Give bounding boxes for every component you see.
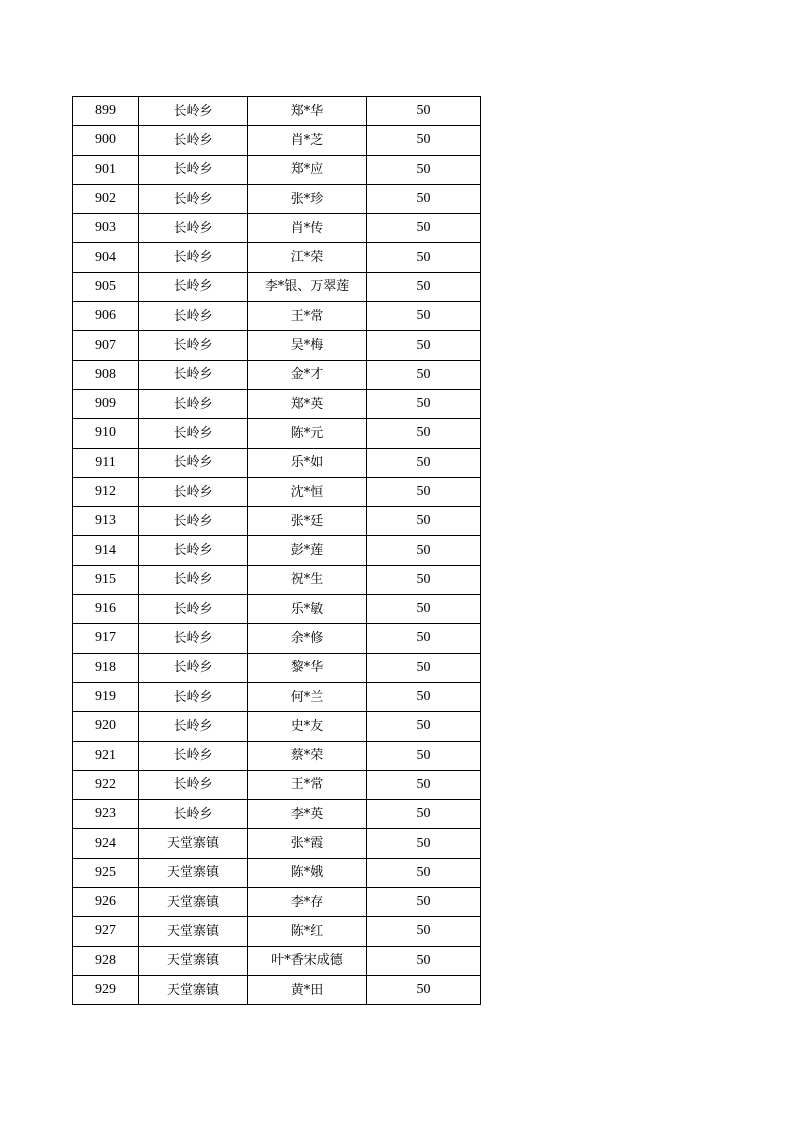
recipient-name-cell: 祝*生: [248, 565, 367, 594]
amount-cell: 50: [367, 858, 481, 887]
recipient-name-cell: 张*霞: [248, 829, 367, 858]
amount-cell: 50: [367, 243, 481, 272]
row-number-cell: 912: [73, 477, 139, 506]
table-row: [73, 389, 481, 418]
row-number-cell: 914: [73, 536, 139, 565]
row-number-cell: 909: [73, 389, 139, 418]
township-cell: 长岭乡: [139, 565, 248, 594]
table-row: [73, 712, 481, 741]
table-row: [73, 360, 481, 389]
row-number-cell: 899: [73, 97, 139, 126]
table-body: [73, 97, 481, 1005]
township-cell: 长岭乡: [139, 653, 248, 682]
table-row: [73, 624, 481, 653]
amount-cell: 50: [367, 917, 481, 946]
township-cell: 长岭乡: [139, 712, 248, 741]
amount-cell: 50: [367, 97, 481, 126]
row-number-cell: 901: [73, 155, 139, 184]
row-number-cell: 925: [73, 858, 139, 887]
amount-cell: 50: [367, 272, 481, 301]
amount-cell: 50: [367, 536, 481, 565]
recipient-name-cell: 何*兰: [248, 682, 367, 711]
table-row: [73, 595, 481, 624]
row-number-cell: 903: [73, 214, 139, 243]
recipient-name-cell: 肖*传: [248, 214, 367, 243]
recipient-name-cell: 张*珍: [248, 184, 367, 213]
table-row: [73, 682, 481, 711]
recipient-name-cell: 沈*恒: [248, 477, 367, 506]
table-row: [73, 653, 481, 682]
township-cell: 长岭乡: [139, 595, 248, 624]
amount-cell: 50: [367, 565, 481, 594]
township-cell: 长岭乡: [139, 741, 248, 770]
township-cell: 长岭乡: [139, 682, 248, 711]
recipient-name-cell: 郑*华: [248, 97, 367, 126]
table-row: [73, 858, 481, 887]
recipient-name-cell: 黄*田: [248, 975, 367, 1004]
recipient-name-cell: 吴*梅: [248, 331, 367, 360]
amount-cell: 50: [367, 184, 481, 213]
table-row: [73, 800, 481, 829]
row-number-cell: 920: [73, 712, 139, 741]
row-number-cell: 906: [73, 302, 139, 331]
table-row: [73, 448, 481, 477]
row-number-cell: 905: [73, 272, 139, 301]
row-number-cell: 900: [73, 126, 139, 155]
table-row: [73, 184, 481, 213]
row-number-cell: 929: [73, 975, 139, 1004]
table-row: [73, 155, 481, 184]
row-number-cell: 926: [73, 888, 139, 917]
table-row: [73, 272, 481, 301]
recipient-name-cell: 王*常: [248, 770, 367, 799]
row-number-cell: 916: [73, 595, 139, 624]
amount-cell: 50: [367, 126, 481, 155]
recipient-name-cell: 叶*香宋成德: [248, 946, 367, 975]
amount-cell: 50: [367, 800, 481, 829]
amount-cell: 50: [367, 741, 481, 770]
amount-cell: 50: [367, 214, 481, 243]
township-cell: 长岭乡: [139, 155, 248, 184]
recipient-name-cell: 李*银、万翠莲: [248, 272, 367, 301]
township-cell: 长岭乡: [139, 214, 248, 243]
township-cell: 长岭乡: [139, 97, 248, 126]
township-cell: 天堂寨镇: [139, 829, 248, 858]
row-number-cell: 923: [73, 800, 139, 829]
recipient-name-cell: 蔡*荣: [248, 741, 367, 770]
row-number-cell: 908: [73, 360, 139, 389]
recipient-name-cell: 陈*娥: [248, 858, 367, 887]
table-row: [73, 917, 481, 946]
recipient-name-cell: 陈*红: [248, 917, 367, 946]
amount-cell: 50: [367, 595, 481, 624]
township-cell: 长岭乡: [139, 272, 248, 301]
amount-cell: 50: [367, 360, 481, 389]
table-row: [73, 507, 481, 536]
row-number-cell: 907: [73, 331, 139, 360]
table-row: [73, 477, 481, 506]
recipient-name-cell: 郑*应: [248, 155, 367, 184]
table-row: [73, 243, 481, 272]
data-table: [72, 96, 481, 1005]
row-number-cell: 927: [73, 917, 139, 946]
amount-cell: 50: [367, 624, 481, 653]
row-number-cell: 904: [73, 243, 139, 272]
recipient-name-cell: 金*才: [248, 360, 367, 389]
table-row: [73, 946, 481, 975]
row-number-cell: 922: [73, 770, 139, 799]
row-number-cell: 915: [73, 565, 139, 594]
row-number-cell: 928: [73, 946, 139, 975]
table-row: [73, 126, 481, 155]
amount-cell: 50: [367, 419, 481, 448]
township-cell: 长岭乡: [139, 419, 248, 448]
amount-cell: 50: [367, 507, 481, 536]
recipient-name-cell: 陈*元: [248, 419, 367, 448]
table-row: [73, 741, 481, 770]
township-cell: 长岭乡: [139, 243, 248, 272]
township-cell: 长岭乡: [139, 184, 248, 213]
township-cell: 长岭乡: [139, 624, 248, 653]
amount-cell: 50: [367, 682, 481, 711]
recipient-name-cell: 史*友: [248, 712, 367, 741]
township-cell: 长岭乡: [139, 770, 248, 799]
table-row: [73, 565, 481, 594]
amount-cell: 50: [367, 155, 481, 184]
township-cell: 天堂寨镇: [139, 946, 248, 975]
row-number-cell: 918: [73, 653, 139, 682]
recipient-name-cell: 李*英: [248, 800, 367, 829]
row-number-cell: 910: [73, 419, 139, 448]
township-cell: 长岭乡: [139, 360, 248, 389]
row-number-cell: 917: [73, 624, 139, 653]
township-cell: 长岭乡: [139, 477, 248, 506]
table-row: [73, 302, 481, 331]
table-row: [73, 97, 481, 126]
amount-cell: 50: [367, 653, 481, 682]
township-cell: 长岭乡: [139, 302, 248, 331]
township-cell: 天堂寨镇: [139, 888, 248, 917]
table-row: [73, 888, 481, 917]
township-cell: 天堂寨镇: [139, 858, 248, 887]
amount-cell: 50: [367, 946, 481, 975]
amount-cell: 50: [367, 302, 481, 331]
table-row: [73, 829, 481, 858]
township-cell: 长岭乡: [139, 507, 248, 536]
row-number-cell: 924: [73, 829, 139, 858]
recipient-name-cell: 张*廷: [248, 507, 367, 536]
recipient-name-cell: 肖*芝: [248, 126, 367, 155]
table-row: [73, 331, 481, 360]
amount-cell: 50: [367, 829, 481, 858]
amount-cell: 50: [367, 477, 481, 506]
row-number-cell: 902: [73, 184, 139, 213]
table-row: [73, 419, 481, 448]
recipient-name-cell: 王*常: [248, 302, 367, 331]
township-cell: 长岭乡: [139, 331, 248, 360]
recipient-name-cell: 彭*莲: [248, 536, 367, 565]
township-cell: 长岭乡: [139, 126, 248, 155]
township-cell: 长岭乡: [139, 448, 248, 477]
township-cell: 长岭乡: [139, 389, 248, 418]
recipient-name-cell: 乐*敏: [248, 595, 367, 624]
township-cell: 长岭乡: [139, 800, 248, 829]
recipient-name-cell: 乐*如: [248, 448, 367, 477]
amount-cell: 50: [367, 331, 481, 360]
amount-cell: 50: [367, 448, 481, 477]
row-number-cell: 919: [73, 682, 139, 711]
township-cell: 长岭乡: [139, 536, 248, 565]
table-row: [73, 214, 481, 243]
amount-cell: 50: [367, 389, 481, 418]
amount-cell: 50: [367, 770, 481, 799]
township-cell: 天堂寨镇: [139, 975, 248, 1004]
recipient-name-cell: 黎*华: [248, 653, 367, 682]
recipient-name-cell: 郑*英: [248, 389, 367, 418]
recipient-name-cell: 李*存: [248, 888, 367, 917]
table-row: [73, 536, 481, 565]
recipient-name-cell: 余*修: [248, 624, 367, 653]
table-row: [73, 770, 481, 799]
row-number-cell: 913: [73, 507, 139, 536]
amount-cell: 50: [367, 712, 481, 741]
township-cell: 天堂寨镇: [139, 917, 248, 946]
amount-cell: 50: [367, 888, 481, 917]
row-number-cell: 921: [73, 741, 139, 770]
table-row: [73, 975, 481, 1004]
row-number-cell: 911: [73, 448, 139, 477]
recipient-name-cell: 江*荣: [248, 243, 367, 272]
amount-cell: 50: [367, 975, 481, 1004]
